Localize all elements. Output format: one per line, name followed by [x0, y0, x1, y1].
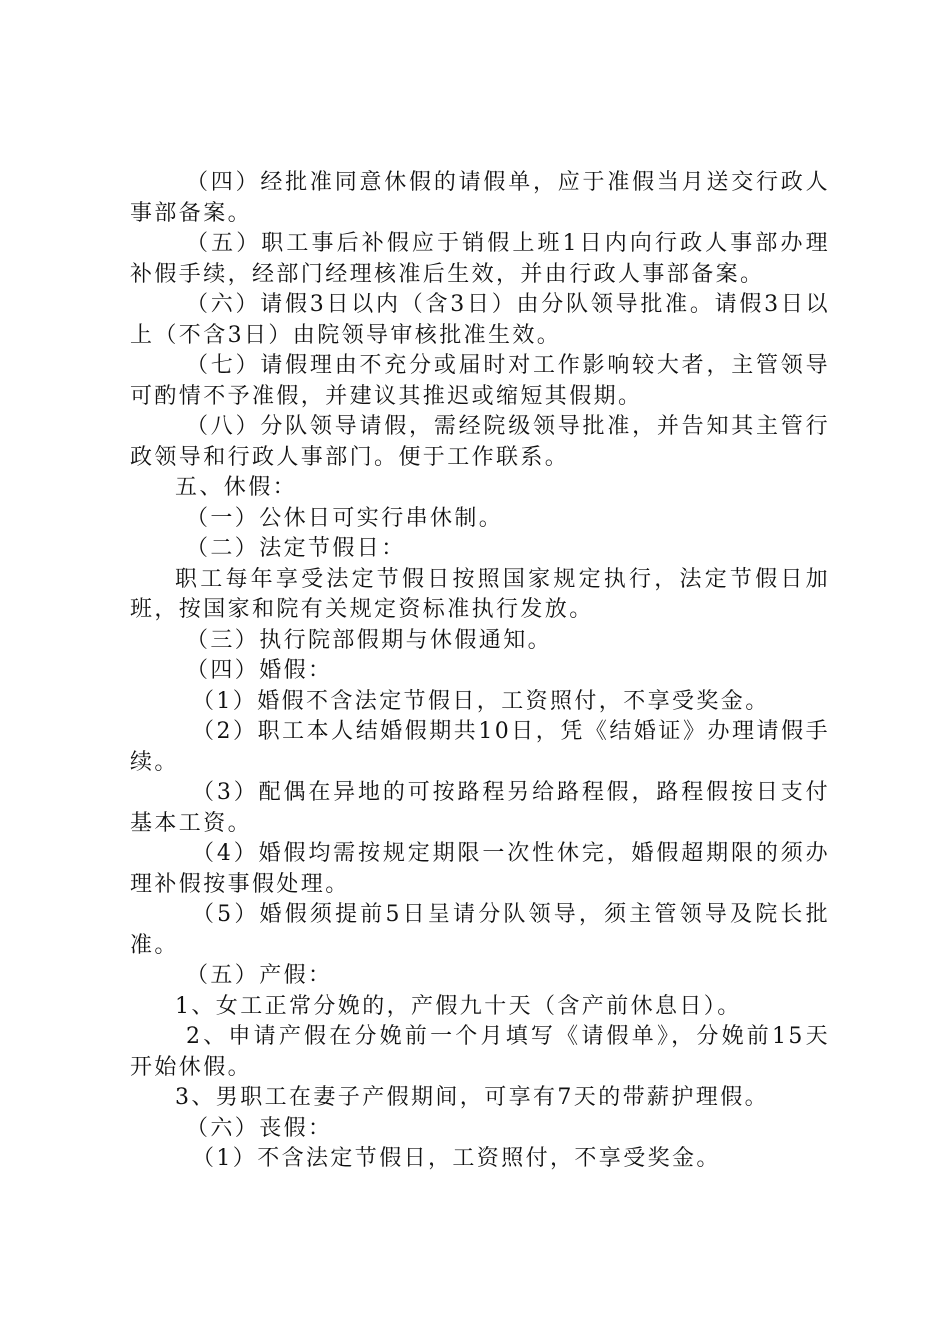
subheading-marriage-leave: （四）婚假：: [186, 658, 333, 683]
document-page: [130, 168, 830, 1175]
paragraph-leave-form-filing: （四）经批准同意休假的请假单，应于准假当月送交行政人事部备案。: [130, 170, 830, 226]
paragraph-rest-day-swap: （一）公休日可实行串休制。: [186, 505, 504, 531]
paragraph-approval-authority: （六）请假3日以内（含3日）由分队领导批准。请假3日以上（不含3日）由院领导审核批准生效。: [130, 292, 830, 348]
item-marriage-leave-1: （1）婚假不含法定节假日，工资照付，不享受奖金。: [192, 688, 770, 714]
paragraph-holiday-notice: （三）执行院部假期与休假通知。: [186, 627, 553, 653]
item-marriage-leave-2: （2）职工本人结婚假期共10日，凭《结婚证》办理请假手续。: [130, 719, 830, 775]
item-maternity-leave-3: 3、男职工在妻子产假期间，可享有7天的带薪护理假。: [175, 1085, 769, 1110]
item-marriage-leave-4: （4）婚假均需按规定期限一次性休完，婚假超期限的须办理补假按事假处理。: [130, 841, 830, 897]
paragraph-leave-denial: （七）请假理由不充分或届时对工作影响较大者，主管领导可酌情不予准假，并建议其推迟或缩短其假期。: [130, 353, 830, 409]
paragraph-statutory-holidays: 职工每年享受法定节假日按照国家规定执行，法定节假日加班，按国家和院有关规定资标准执行发放。: [130, 566, 830, 622]
item-marriage-leave-5: （5）婚假须提前5日呈请分队领导，须主管领导及院长批准。: [130, 902, 830, 958]
subheading-bereavement-leave: （六）丧假：: [186, 1115, 333, 1141]
paragraph-retroactive-leave: （五）职工事后补假应于销假上班1日内向行政人事部办理补假手续，经部门经理核准后生效，并由行政人事部备案。: [130, 231, 830, 287]
subheading-maternity-leave: （五）产假：: [186, 963, 333, 988]
subheading-statutory-holidays: （二）法定节假日：: [186, 536, 406, 561]
section-heading-vacation: 五、休假：: [175, 475, 298, 500]
item-maternity-leave-2: 2、申请产假在分娩前一个月填写《请假单》，分娩前15天开始休假。: [130, 1024, 830, 1080]
item-bereavement-leave-1: （1）不含法定节假日，工资照付，不享受奖金。: [192, 1146, 721, 1171]
paragraph-team-leader-leave: （八）分队领导请假，需经院级领导批准，并告知其主管行政领导和行政人事部门。便于工作联系。: [130, 414, 830, 470]
item-maternity-leave-1: 1、女工正常分娩的，产假九十天（含产前休息日）。: [175, 993, 742, 1019]
item-marriage-leave-3: （3）配偶在异地的可按路程另给路程假，路程假按日支付基本工资。: [130, 780, 830, 836]
